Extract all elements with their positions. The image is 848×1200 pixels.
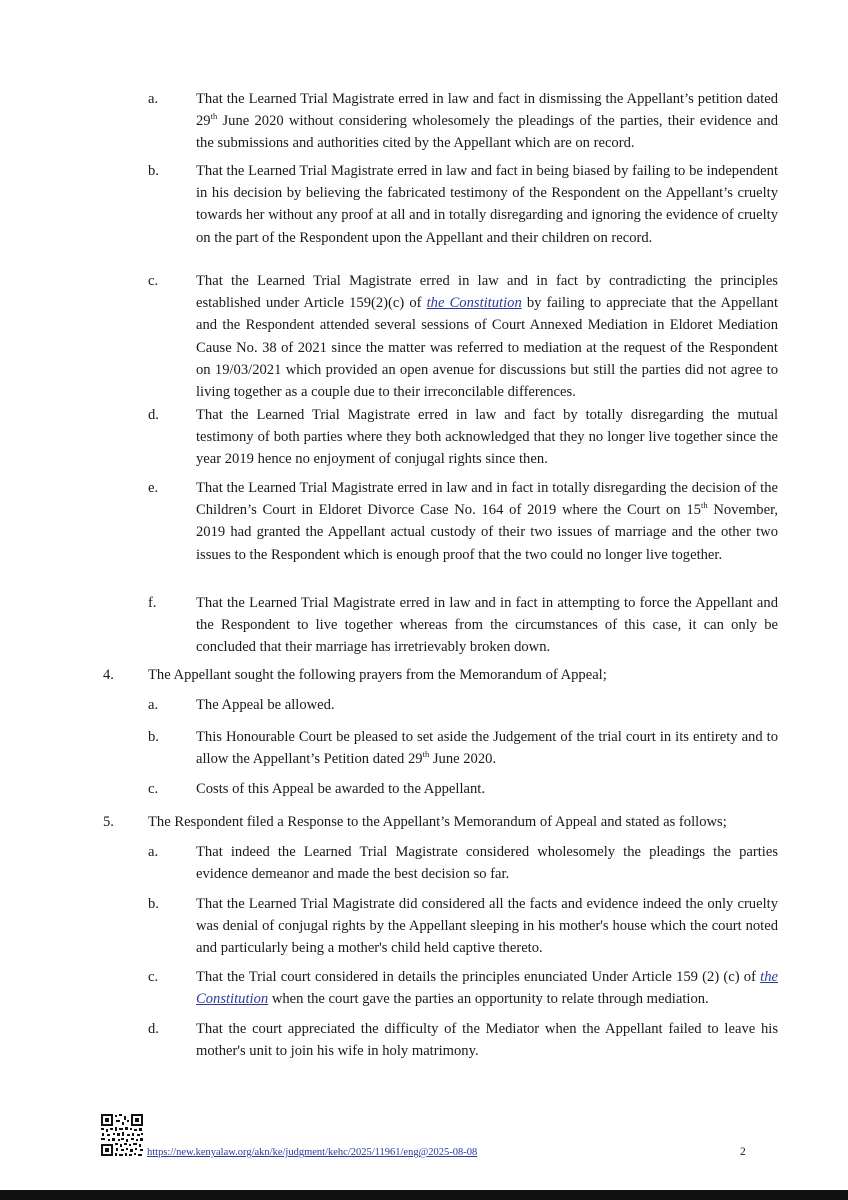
qr-code-icon: [100, 1113, 144, 1157]
paragraph-number: 4.: [103, 667, 114, 683]
text-run: June 2020.: [429, 751, 497, 768]
item-label: e.: [148, 480, 159, 496]
item-text: [196, 694, 778, 716]
constitution-link[interactable]: the Constitution: [196, 969, 778, 1008]
response-c: [148, 966, 778, 1010]
item-label: d.: [148, 407, 159, 423]
text-run: That the court appreciated the difficulty of the Mediator when the Appellant failed to leave his mother's unit to join his wife in holy matrimony.: [196, 1021, 778, 1060]
item-text: [196, 592, 778, 659]
item-label: b.: [148, 896, 159, 912]
ground-a: [148, 88, 778, 155]
item-label: f.: [148, 595, 157, 611]
prayer-c: [148, 778, 778, 800]
text-run: That the Learned Trial Magistrate erred in law and in fact in attempting to force the Appellant and the Respondent to live together whereas from the circumstances of this case, it can only be concluded that their marriage has irretrievably broken down.: [196, 595, 778, 656]
paragraph-text: The Appellant sought the following prayers from the Memorandum of Appeal;: [148, 667, 607, 683]
item-label: d.: [148, 1021, 159, 1037]
item-text: [196, 88, 778, 155]
item-label: b.: [148, 729, 159, 745]
ground-c: [148, 270, 778, 403]
item-label: a.: [148, 91, 159, 107]
item-text: [196, 477, 778, 566]
page-number: 2: [740, 1146, 746, 1158]
item-label: a.: [148, 844, 159, 860]
text-run: That the Learned Trial Magistrate did considered all the facts and evidence indeed the only cruelty was denial of conjugal rights by the Appellant sleeping in his mother's house which the court noted and particularly being a mother's child held captive thereto.: [196, 896, 778, 957]
item-text: [196, 966, 778, 1010]
item-label: c.: [148, 273, 159, 289]
paragraph-number: 5.: [103, 814, 114, 830]
constitution-link[interactable]: the Constitution: [426, 295, 522, 312]
item-label: b.: [148, 163, 159, 179]
prayer-a: [148, 694, 778, 716]
paragraph-4: [103, 664, 779, 686]
item-text: [196, 841, 778, 885]
text-run: June 2020 without considering wholesomely the pleadings of the parties, their evidence and the submissions and authorities cited by the Appellant which are on record.: [196, 113, 778, 152]
response-b: [148, 893, 778, 960]
text-run: by failing to appreciate that the Appellant and the Respondent attended several sessions of Court Annexed Mediation in Eldoret Mediation Cause No. 38 of 2021 since the matter was referred to mediation at the request of the Respondent on 19/03/2021 which provided an open avenue for discussions but still the parties did not agree to living together as a couple due to their irreconcilable differences.: [196, 295, 778, 401]
prayer-b: [148, 726, 778, 770]
item-text: [196, 778, 778, 800]
item-label: c.: [148, 969, 159, 985]
item-label: c.: [148, 781, 159, 797]
response-d: [148, 1018, 778, 1062]
item-text: [196, 270, 778, 403]
text-run: That indeed the Learned Trial Magistrate considered wholesomely the pleadings the parties evidence demeanor and made the best decision so far.: [196, 844, 778, 883]
paragraph-5: [103, 811, 779, 833]
text-run: That the Learned Trial Magistrate erred in law and fact in dismissing the Appellant’s petition dated 29: [196, 91, 778, 130]
ground-d: [148, 404, 778, 471]
item-text: [196, 404, 778, 471]
response-a: [148, 841, 778, 885]
text-run: when the court gave the parties an opportunity to relate through mediation.: [268, 991, 709, 1008]
source-url-link[interactable]: https://new.kenyalaw.org/akn/ke/judgment/kehc/2025/11961/eng@2025-08-08: [147, 1147, 478, 1158]
item-text: [196, 726, 778, 770]
item-text: [196, 160, 778, 249]
screen-bottom-bar: [0, 1190, 848, 1200]
text-run: This Honourable Court be pleased to set aside the Judgement of the trial court in its entirety and to allow the Appellant’s Petition dated 29: [196, 729, 778, 768]
ground-b: [148, 160, 778, 249]
item-text: [196, 1018, 778, 1062]
text-run: That the Trial court considered in details the principles enunciated Under Article 159 (2) (c) of: [196, 969, 761, 985]
text-run: That the Learned Trial Magistrate erred in law and fact in being biased by failing to be independent in his decision by believing the fabricated testimony of the Respondent on the Appellant’s cruelty towards her without any proof at all and in totally disregarding and ignoring the evidence of cruelty on the part of the Respondent upon the Appellant and their children on record.: [196, 163, 778, 246]
ordinal-suffix: th: [422, 749, 430, 760]
ordinal-suffix: th: [700, 500, 708, 511]
text-run: That the Learned Trial Magistrate erred in law and in fact by contradicting the principles established under Article 159(2)(c) of: [196, 273, 778, 312]
item-label: a.: [148, 697, 159, 713]
text-run: That the Learned Trial Magistrate erred in law and fact by totally disregarding the mutual testimony of both parties where they both acknowledged that they no longer live together since the year 2019 hence no enjoyment of conjugal rights since then.: [196, 407, 778, 468]
text-run: That the Learned Trial Magistrate erred in law and in fact in totally disregarding the decision of the Children’s Court in Eldoret Divorce Case No. 164 of 2019 where the Court on 15: [196, 480, 778, 519]
item-text: [196, 893, 778, 960]
ground-f: [148, 592, 778, 659]
text-run: Costs of this Appeal be awarded to the Appellant.: [196, 781, 485, 797]
text-run: November, 2019 had granted the Appellant actual custody of their two issues of marriage and the other two issues to the Respondent which is enough proof that the two could no longer live together.: [196, 502, 778, 563]
ground-e: [148, 477, 778, 566]
text-run: The Appeal be allowed.: [196, 697, 335, 713]
paragraph-text: The Respondent filed a Response to the Appellant’s Memorandum of Appeal and stated as follows;: [148, 814, 727, 830]
ordinal-suffix: th: [210, 111, 218, 122]
